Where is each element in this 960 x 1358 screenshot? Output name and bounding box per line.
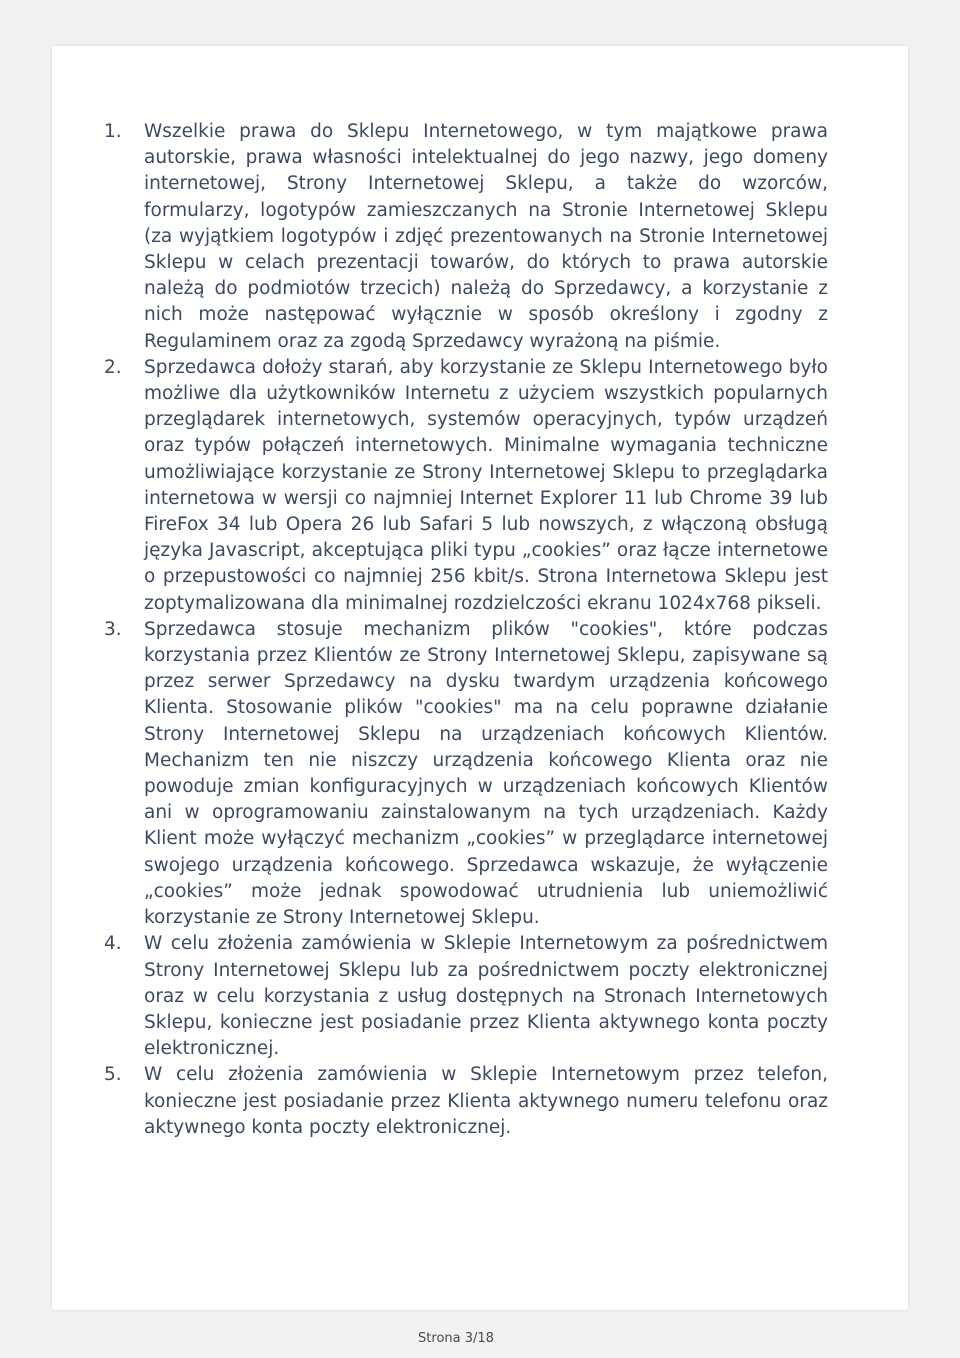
page-number-footer: Strona 3/18 (418, 1331, 494, 1346)
list-item-number: 2. (104, 356, 122, 378)
list-item (104, 617, 828, 931)
list-item-number: 4. (104, 933, 122, 955)
list-item-number: 5. (104, 1064, 122, 1086)
document-page (52, 46, 908, 1310)
list-item-text: W celu złożenia zamówienia w Sklepie Internetowym za pośrednictwem Strony Internetowej Sklepu lub za pośrednictwem poczty elektronicznej oraz w celu korzystania z usług dostępnych na Stronach Internetowych Sklepu, konieczne jest posiadanie przez Klienta aktywnego konta poczty elektronicznej. (144, 933, 828, 1060)
list-item-text: Wszelkie prawa do Sklepu Internetowego, w tym majątkowe prawa autorskie, prawa własności intelektualnej do jego nazwy, jego domeny internetowej, Strony Internetowej Sklepu, a także do wzorców, formularzy, logotypów zamieszczanych na Stronie Internetowej Sklepu (za wyjątkiem logotypów i zdjęć prezentowanych na Stronie Internetowej Sklepu w celach prezentacji towarów, do których to prawa autorskie należą do podmiotów trzecich) należą do Sprzedawcy, a korzystanie z nich może następować wyłącznie w sposób określony i zgodny z Regulaminem oraz za zgodą Sprzedawcy wyrażoną na piśmie. (144, 121, 828, 352)
list-item-number: 1. (104, 121, 122, 142)
terms-list (104, 119, 828, 1141)
list-item-number: 3. (104, 618, 122, 640)
list-item (104, 1062, 828, 1141)
list-item (104, 931, 828, 1062)
list-item (104, 119, 828, 355)
list-item (104, 355, 828, 617)
list-item-text: Sprzedawca stosuje mechanizm plików "cookies", które podczas korzystania przez Klientów ze Strony Internetowej Sklepu, zapisywane są przez serwer Sprzedawcy na dysku twardym urządzenia końcowego Klienta. Stosowanie plików "cookies" ma na celu poprawne działanie Strony Internetowej Sklepu na urządzeniach końcowych Klientów. Mechanizm ten nie niszczy urządzenia końcowego Klienta oraz nie powoduje zmian konfiguracyjnych w urządzeniach końcowych Klientów ani w oprogramowaniu zainstalowanym na tych urządzeniach. Każdy Klient może wyłączyć mechanizm „cookies” w przeglądarce internetowej swojego urządzenia końcowego. Sprzedawca wskazuje, że wyłączenie „cookies” może jednak spowodować utrudnienia lub uniemożliwić korzystanie ze Strony Internetowej Sklepu. (144, 618, 828, 929)
list-item-text: Sprzedawca dołoży starań, aby korzystanie ze Sklepu Internetowego było możliwe dla użytkowników Internetu z użyciem wszystkich popularnych przeglądarek internetowych, systemów operacyjnych, typów urządzeń oraz typów połączeń internetowych. Minimalne wymagania techniczne umożliwiające korzystanie ze Strony Internetowej Sklepu to przeglądarka internetowa w wersji co najmniej Internet Explorer 11 lub Chrome 39 lub FireFox 34 lub Opera 26 lub Safari 5 lub nowszych, z włączoną obsługą języka Javascript, akceptująca pliki typu „cookies” oraz łącze internetowe o przepustowości co najmniej 256 kbit/s. Strona Internetowa Sklepu jest zoptymalizowana dla minimalnej rozdzielczości ekranu 1024x768 pikseli. (144, 356, 828, 614)
list-item-text: W celu złożenia zamówienia w Sklepie Internetowym przez telefon, konieczne jest posiadanie przez Klienta aktywnego numeru telefonu oraz aktywnego konta poczty elektronicznej. (144, 1064, 828, 1138)
